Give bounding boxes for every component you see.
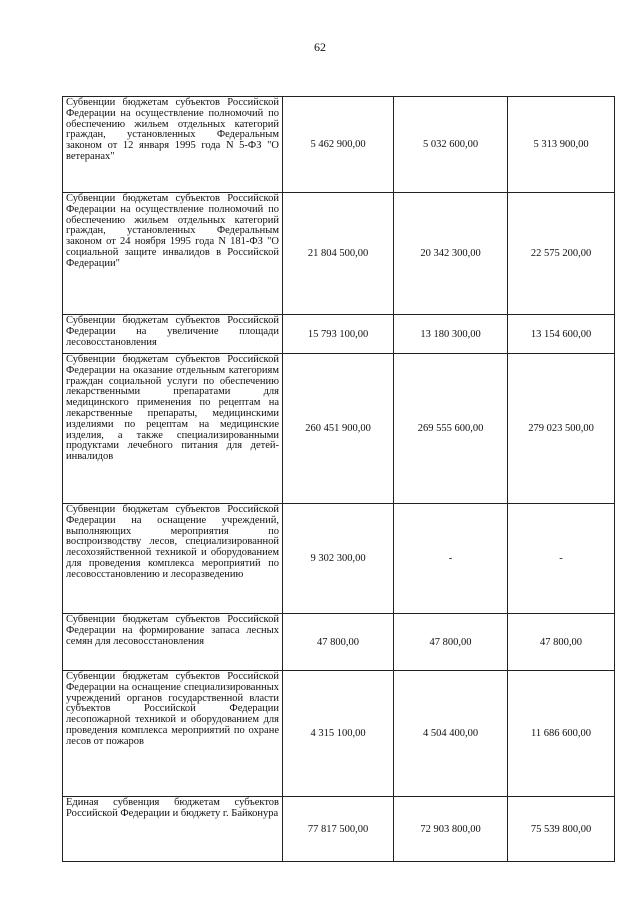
value-cell: 5 032 600,00	[394, 97, 508, 193]
value-cell: 269 555 600,00	[394, 354, 508, 504]
value-cell: -	[508, 504, 615, 614]
value-cell: 47 800,00	[508, 614, 615, 671]
value-cell: 13 154 600,00	[508, 315, 615, 354]
value-cell: 9 302 300,00	[283, 504, 394, 614]
value-cell: 279 023 500,00	[508, 354, 615, 504]
row-description: Субвенции бюджетам субъектов Российской Федерации на оснащение специализированных учреждений органов государственной власти субъектов Российской Федерации лесопожарной техникой и оборудованием для проведения комплекса мероприятий по охране лесов от пожаров	[63, 671, 283, 797]
value-cell: 75 539 800,00	[508, 797, 615, 862]
value-cell: 5 462 900,00	[283, 97, 394, 193]
value-cell: 11 686 600,00	[508, 671, 615, 797]
value-cell: 4 504 400,00	[394, 671, 508, 797]
value-cell: 47 800,00	[283, 614, 394, 671]
value-cell: 5 313 900,00	[508, 97, 615, 193]
row-description: Субвенции бюджетам субъектов Российской Федерации на оснащение учреждений, выполняющих мероприятия по воспроизводству лесов, специализированной лесохозяйственной техникой и оборудованием для проведения комплекса мероприятий по лесовосстановлению и лесоразведению	[63, 504, 283, 614]
row-description: Субвенции бюджетам субъектов Российской Федерации на формирование запаса лесных семян для лесовосстановления	[63, 614, 283, 671]
value-cell: 77 817 500,00	[283, 797, 394, 862]
table-row	[63, 797, 615, 862]
table-row	[63, 671, 615, 797]
row-description: Субвенции бюджетам субъектов Российской Федерации на увеличение площади лесовосстановления	[63, 315, 283, 354]
value-cell: 72 903 800,00	[394, 797, 508, 862]
value-cell: 15 793 100,00	[283, 315, 394, 354]
subventions-table	[62, 96, 615, 862]
table-row	[63, 97, 615, 193]
table-row	[63, 354, 615, 504]
value-cell: 21 804 500,00	[283, 193, 394, 315]
row-description: Субвенции бюджетам субъектов Российской Федерации на оказание отдельным категориям граждан социальной услуги по обеспечению лекарственными препаратами для медицинского применения по рецептам на лекарственные препараты, медицинскими изделиями по рецептам на медицинские изделия, а также специализированными продуктами лечебного питания для детей-инвалидов	[63, 354, 283, 504]
row-description: Единая субвенция бюджетам субъектов Российской Федерации и бюджету г. Байконура	[63, 797, 283, 862]
value-cell: -	[394, 504, 508, 614]
value-cell: 22 575 200,00	[508, 193, 615, 315]
table-row	[63, 315, 615, 354]
value-cell: 20 342 300,00	[394, 193, 508, 315]
row-description: Субвенции бюджетам субъектов Российской Федерации на осуществление полномочий по обеспечению жильем отдельных категорий граждан, установленных Федеральным законом от 12 января 1995 года N 5-ФЗ "О ветеранах"	[63, 97, 283, 193]
value-cell: 260 451 900,00	[283, 354, 394, 504]
table-row	[63, 504, 615, 614]
page-number: 62	[314, 40, 326, 54]
value-cell: 13 180 300,00	[394, 315, 508, 354]
table-row	[63, 614, 615, 671]
value-cell: 4 315 100,00	[283, 671, 394, 797]
value-cell: 47 800,00	[394, 614, 508, 671]
table-row	[63, 193, 615, 315]
row-description: Субвенции бюджетам субъектов Российской Федерации на осуществление полномочий по обеспечению жильем отдельных категорий граждан, установленных Федеральным законом от 24 ноября 1995 года N 181-ФЗ "О социальной защите инвалидов в Российской Федерации"	[63, 193, 283, 315]
